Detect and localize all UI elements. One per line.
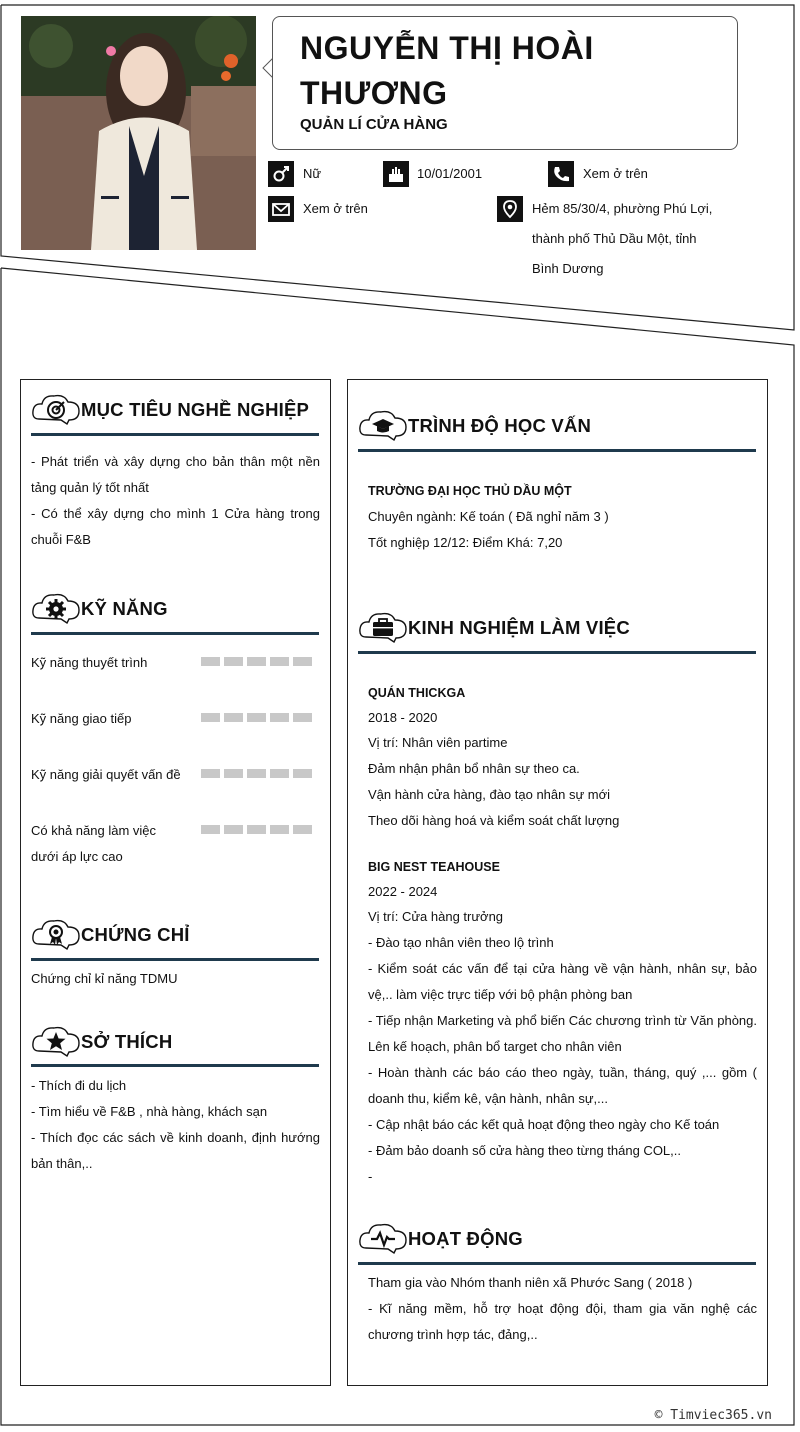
skill-bar <box>270 769 289 778</box>
job-period: 2022 - 2024 <box>368 884 438 899</box>
skill-bar <box>293 657 312 666</box>
target-icon <box>31 391 81 429</box>
address-line2: thành phố Thủ Dầu Một, tỉnh <box>532 231 697 246</box>
skill-bar <box>270 657 289 666</box>
birthday-cake-icon <box>383 161 409 187</box>
skill-bar <box>270 713 289 722</box>
education-text <box>368 478 756 556</box>
skills-heading <box>31 590 168 628</box>
graduation-cap-icon <box>358 407 408 445</box>
job-period: 2018 - 2020 <box>368 710 438 725</box>
job-duty: - Đảm bảo doanh số cửa hàng theo từng tháng COL,.. <box>368 1143 681 1158</box>
skills-rule <box>31 632 319 635</box>
skill-bar <box>247 769 266 778</box>
objective-text <box>31 449 320 553</box>
job-duty: - Kiểm soát các vấn để tại cửa hàng về vận hành, nhân sự, bảo vệ,.. làm việc trực tiếp với bộ phận phòng ban <box>368 961 757 1002</box>
hobby-item: - Thích đọc các sách về kinh doanh, định hướng bản thân,.. <box>31 1130 320 1171</box>
job-duty: - Tiếp nhận Marketing và phổ biến Các chương trình từ Văn phòng. Lên kế hoạch, phân bổ target cho nhân viên <box>368 1013 757 1054</box>
school-name: TRƯỜNG ĐẠI HỌC THỦ DẦU MỘT <box>368 484 572 498</box>
footer-credit: © Timviec365.vn <box>654 1408 772 1423</box>
skill-bar <box>247 825 266 834</box>
job-company: BIG NEST TEAHOUSE <box>368 860 500 874</box>
heartbeat-icon <box>358 1220 408 1258</box>
education-major: Chuyên ngành: Kế toán ( Đã nghỉ năm 3 ) <box>368 509 609 524</box>
skill-label: Kỹ năng thuyết trình <box>31 655 148 670</box>
objective-line2: - Có thể xây dựng cho mình 1 Cửa hàng trong chuỗi F&B <box>31 506 320 547</box>
hobbies-title: SỞ THÍCH <box>81 1031 173 1052</box>
activity-item: - Kĩ năng mềm, hỗ trợ hoạt động đội, tham gia văn nghệ các chương trình hợp tác, đảng,.. <box>368 1301 757 1342</box>
job-duty: - Đào tạo nhân viên theo lộ trình <box>368 935 554 950</box>
star-icon <box>31 1023 81 1061</box>
skills-title: KỸ NĂNG <box>81 598 168 619</box>
activities-rule <box>358 1262 756 1265</box>
job-duty: - Hoàn thành các báo cáo theo ngày, tuần, tháng, quý ,... gồm ( doanh thu, kiểm kê, vận hành, nhân sự,... <box>368 1065 757 1106</box>
skill-label: Kỹ năng giao tiếp <box>31 711 132 726</box>
experience-heading <box>358 609 630 647</box>
activities-text <box>368 1270 757 1348</box>
job-position: Vị trí: Cửa hàng trưởng <box>368 909 504 924</box>
activities-title: HOẠT ĐỘNG <box>408 1228 523 1249</box>
education-rule <box>358 449 756 452</box>
skill-bar <box>293 769 312 778</box>
skill-label-line2: dưới áp lực cao <box>31 849 123 864</box>
skill-bar <box>224 657 243 666</box>
hobby-item: - Tìm hiểu về F&B , nhà hàng, khách sạn <box>31 1104 268 1119</box>
experience-title: KINH NGHIỆM LÀM VIỆC <box>408 617 630 638</box>
certificates-heading <box>31 916 190 954</box>
skill-rating-bars <box>201 769 312 778</box>
activity-item: Tham gia vào Nhóm thanh niên xã Phước Sang ( 2018 ) <box>368 1275 693 1290</box>
phone-icon <box>548 161 574 187</box>
skill-label <box>31 818 156 870</box>
job-entry <box>368 680 756 834</box>
briefcase-icon <box>358 609 408 647</box>
activities-heading <box>358 1220 523 1258</box>
job-duty: Vận hành cửa hàng, đào tạo nhân sự mới <box>368 787 611 802</box>
objective-title: MỤC TIÊU NGHỀ NGHIỆP <box>81 399 310 420</box>
phone-value: Xem ở trên <box>583 166 648 181</box>
skill-label-line1: Có khả năng làm việc <box>31 823 157 838</box>
address-value <box>532 194 712 284</box>
skill-bar <box>224 825 243 834</box>
job-duty: - <box>368 1169 373 1184</box>
job-duty: - Cập nhật báo các kết quả hoạt động theo ngày cho Kế toán <box>368 1117 720 1132</box>
full-name <box>300 26 720 116</box>
hobbies-text <box>31 1073 320 1177</box>
objective-rule <box>31 433 319 436</box>
experience-rule <box>358 651 756 654</box>
address-line1: Hẻm 85/30/4, phường Phú Lợi, <box>532 201 713 216</box>
skill-bar <box>224 769 243 778</box>
objective-heading <box>31 391 309 429</box>
skill-bar <box>201 769 220 778</box>
email-value: Xem ở trên <box>303 201 368 216</box>
job-position: QUẢN LÍ CỬA HÀNG <box>300 116 448 133</box>
skill-bar <box>293 825 312 834</box>
job-duty: Đảm nhận phân bổ nhân sự theo ca. <box>368 761 580 776</box>
job-position: Vị trí: Nhân viên partime <box>368 735 508 750</box>
skill-label: Kỹ năng giải quyết vấn đề <box>31 767 181 782</box>
full-name-line2: THƯƠNG <box>300 75 448 111</box>
skill-bar <box>247 657 266 666</box>
skill-rating-bars <box>201 657 312 666</box>
certificates-title: CHỨNG CHỈ <box>81 924 190 945</box>
skill-bar <box>201 825 220 834</box>
hobby-item: - Thích đi du lịch <box>31 1078 127 1093</box>
email-icon <box>268 196 294 222</box>
job-duty: Theo dõi hàng hoá và kiểm soát chất lượng <box>368 813 620 828</box>
certificate-item: Chứng chỉ kỉ năng TDMU <box>31 971 178 986</box>
gender-icon <box>268 161 294 187</box>
skill-bar <box>201 713 220 722</box>
skill-bar <box>247 713 266 722</box>
birthday-value: 10/01/2001 <box>417 166 483 181</box>
skill-rating-bars <box>201 825 312 834</box>
profile-photo <box>21 16 256 250</box>
gender-value: Nữ <box>303 166 322 181</box>
skill-bar <box>293 713 312 722</box>
hobbies-rule <box>31 1064 319 1067</box>
gear-icon <box>31 590 81 628</box>
hobbies-heading <box>31 1023 172 1061</box>
location-pin-icon <box>497 196 523 222</box>
skill-rating-bars <box>201 713 312 722</box>
skill-bar <box>270 825 289 834</box>
skill-bar <box>224 713 243 722</box>
job-entry <box>368 854 757 1190</box>
medal-icon <box>31 916 81 954</box>
education-grade: Tốt nghiệp 12/12: Điểm Khá: 7,20 <box>368 535 563 550</box>
address-line3: Bình Dương <box>532 261 604 276</box>
education-title: TRÌNH ĐỘ HỌC VẤN <box>408 415 592 436</box>
education-heading <box>358 407 591 445</box>
full-name-line1: NGUYỄN THỊ HOÀI <box>300 30 594 66</box>
skill-bar <box>201 657 220 666</box>
objective-line1: - Phát triển và xây dựng cho bản thân một nền tảng quản lý tốt nhất <box>31 454 320 495</box>
certificates-rule <box>31 958 319 961</box>
job-company: QUÁN THICKGA <box>368 686 466 700</box>
